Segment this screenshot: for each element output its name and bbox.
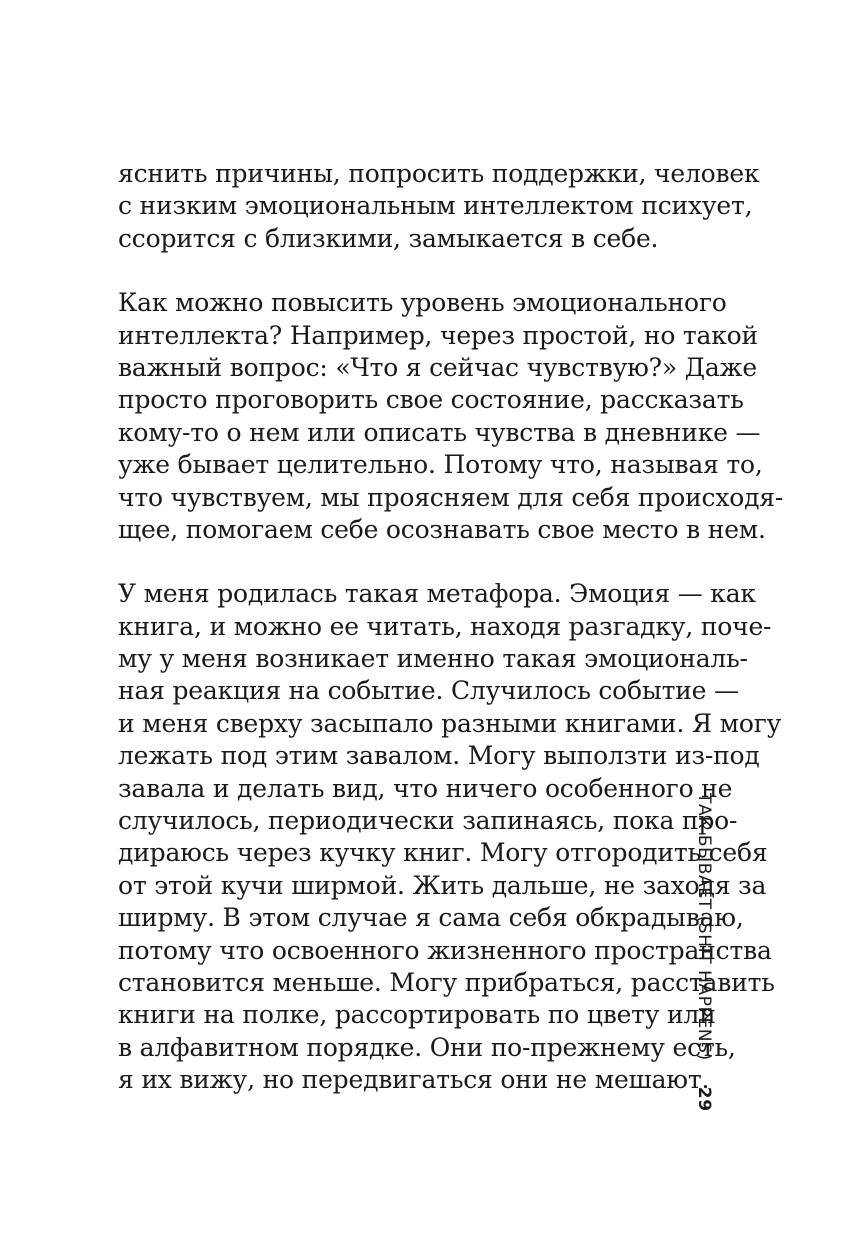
text-line: му у меня возникает именно такая эмоциональ- bbox=[118, 644, 748, 674]
text-line: от этой кучи ширмой. Жить дальше, не заходя за bbox=[118, 870, 767, 900]
text-line: лежать под этим завалом. Могу выползти из-под bbox=[118, 741, 760, 771]
paragraph bbox=[118, 287, 784, 546]
text-line: с низким эмоциональным интеллектом психует, bbox=[118, 191, 753, 221]
text-line: ширму. В этом случае я сама себя обкрадываю, bbox=[118, 903, 744, 933]
paragraph bbox=[118, 158, 760, 255]
text-line: дираюсь через кучку книг. Могу отгородить себя bbox=[118, 838, 768, 868]
text-line: щее, помогаем себе осознавать свое место в нем. bbox=[118, 514, 766, 544]
text-line: что чувствуем, мы проясняем для себя происходя- bbox=[118, 482, 784, 512]
text-line: в алфавитном порядке. Они по-прежнему есть, bbox=[118, 1032, 736, 1062]
text-line: и меня сверху засыпало разными книгами. Я могу bbox=[118, 708, 782, 738]
text-line: ссорится с близкими, замыкается в себе. bbox=[118, 223, 659, 253]
running-head-title: ТАК БЫВАЕТ (SHIT HAPPENS) bbox=[694, 793, 714, 1061]
text-line: ная реакция на событие. Случилось событие — bbox=[118, 676, 739, 706]
text-line: яснить причины, попросить поддержки, человек bbox=[118, 159, 760, 188]
running-head bbox=[690, 793, 718, 1112]
text-line: важный вопрос: «Что я сейчас чувствую?» Даже bbox=[118, 352, 757, 382]
text-line: У меня родилась такая метафора. Эмоция — как bbox=[118, 579, 756, 609]
text-line: просто проговорить свое состояние, рассказать bbox=[118, 385, 744, 415]
text-line: случилось, периодически запинаясь, пока про- bbox=[118, 806, 738, 836]
text-line: Как можно повысить уровень эмоционального bbox=[118, 288, 727, 318]
text-line: книга, и можно ее читать, находя разгадку, поче- bbox=[118, 611, 772, 641]
text-line: потому что освоенного жизненного пространства bbox=[118, 935, 772, 965]
text-line: завала и делать вид, что ничего особенного не bbox=[118, 773, 733, 803]
text-line: уже бывает целительно. Потому что, называя то, bbox=[118, 450, 763, 480]
text-line: становится меньше. Могу прибраться, расставить bbox=[118, 967, 775, 997]
page-number: 29 bbox=[694, 1086, 714, 1112]
text-line: я их вижу, но передвигаться они не мешают. bbox=[118, 1065, 710, 1095]
text-line: кому-то о нем или описать чувства в дневнике — bbox=[118, 417, 761, 447]
text-line: книги на полке, рассортировать по цвету или bbox=[118, 1000, 716, 1030]
text-line: интеллекта? Например, через простой, но такой bbox=[118, 320, 758, 350]
running-head-content bbox=[690, 793, 718, 1112]
